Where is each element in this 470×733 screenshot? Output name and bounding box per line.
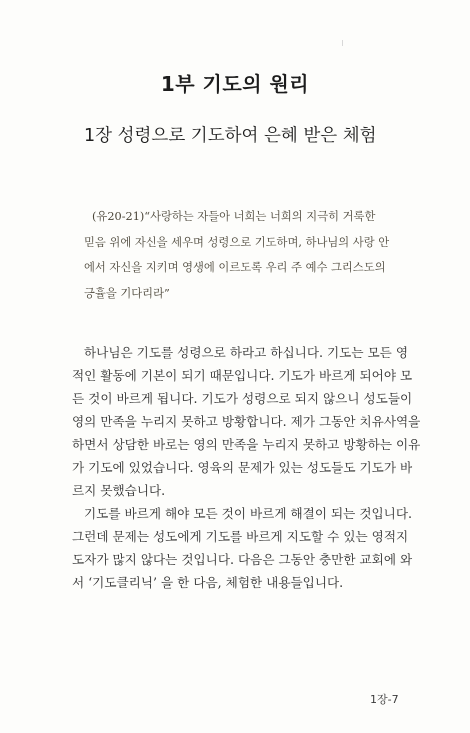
paragraph-line: 영의 만족을 누리지 못하고 방황합니다. 제가 그동안 치유사역을 bbox=[72, 414, 421, 429]
paragraph-line: 하나님은 기도를 성령으로 하라고 하십니다. 기도는 모든 영 bbox=[84, 345, 408, 360]
paragraph-line: 르지 못했습니다. bbox=[72, 483, 166, 498]
paragraph-line: 그런데 문제는 성도에게 기도를 바르게 지도할 수 있는 영적지 bbox=[72, 529, 409, 544]
part-title: 1부 기도의 원리 bbox=[160, 72, 310, 96]
paragraph-line: 기도를 바르게 해야 모든 것이 바르게 해결이 되는 것입니다. bbox=[84, 506, 413, 521]
paragraph-line: 적인 활동에 기본이 되기 때문입니다. 기도가 바르게 되어야 모 bbox=[72, 368, 413, 383]
quote-line: 믿음 위에 자신을 세우며 성령으로 기도하며, 하나님의 사랑 안 bbox=[84, 235, 390, 249]
paragraph-line: 도자가 많지 않다는 것입니다. 다음은 그동안 충만한 교회에 와 bbox=[72, 552, 413, 567]
quote-line: 에서 자신을 지키며 영생에 이르도록 우리 주 예수 그리스도의 bbox=[84, 261, 386, 274]
scan-mark bbox=[342, 40, 343, 46]
chapter-title: 1장 성령으로 기도하여 은혜 받은 체험 bbox=[84, 126, 377, 146]
body-text bbox=[72, 341, 421, 594]
paragraph-line: 가 기도에 있었습니다. 영육의 문제가 있는 성도들도 기도가 바 bbox=[72, 460, 413, 475]
paragraph-line: 하면서 상담한 바로는 영의 만족을 누리지 못하고 방황하는 이유 bbox=[72, 437, 421, 452]
quote-line: 긍휼을 기다리라” bbox=[84, 286, 170, 300]
paragraph-1 bbox=[72, 341, 421, 502]
quote-line: (유20-21)“사랑하는 자들아 너희는 너희의 지극히 거룩한 bbox=[92, 210, 376, 223]
paragraph-line: 든 것이 바르게 됩니다. 기도가 성령으로 되지 않으니 성도들이 bbox=[72, 391, 413, 406]
paragraph-line: 서 ‘기도클리닉’ 을 한 다음, 체험한 내용들입니다. bbox=[72, 575, 344, 590]
paragraph-2 bbox=[72, 502, 413, 594]
page-number: 1장-7 bbox=[370, 693, 399, 706]
scripture-quote bbox=[84, 204, 414, 306]
